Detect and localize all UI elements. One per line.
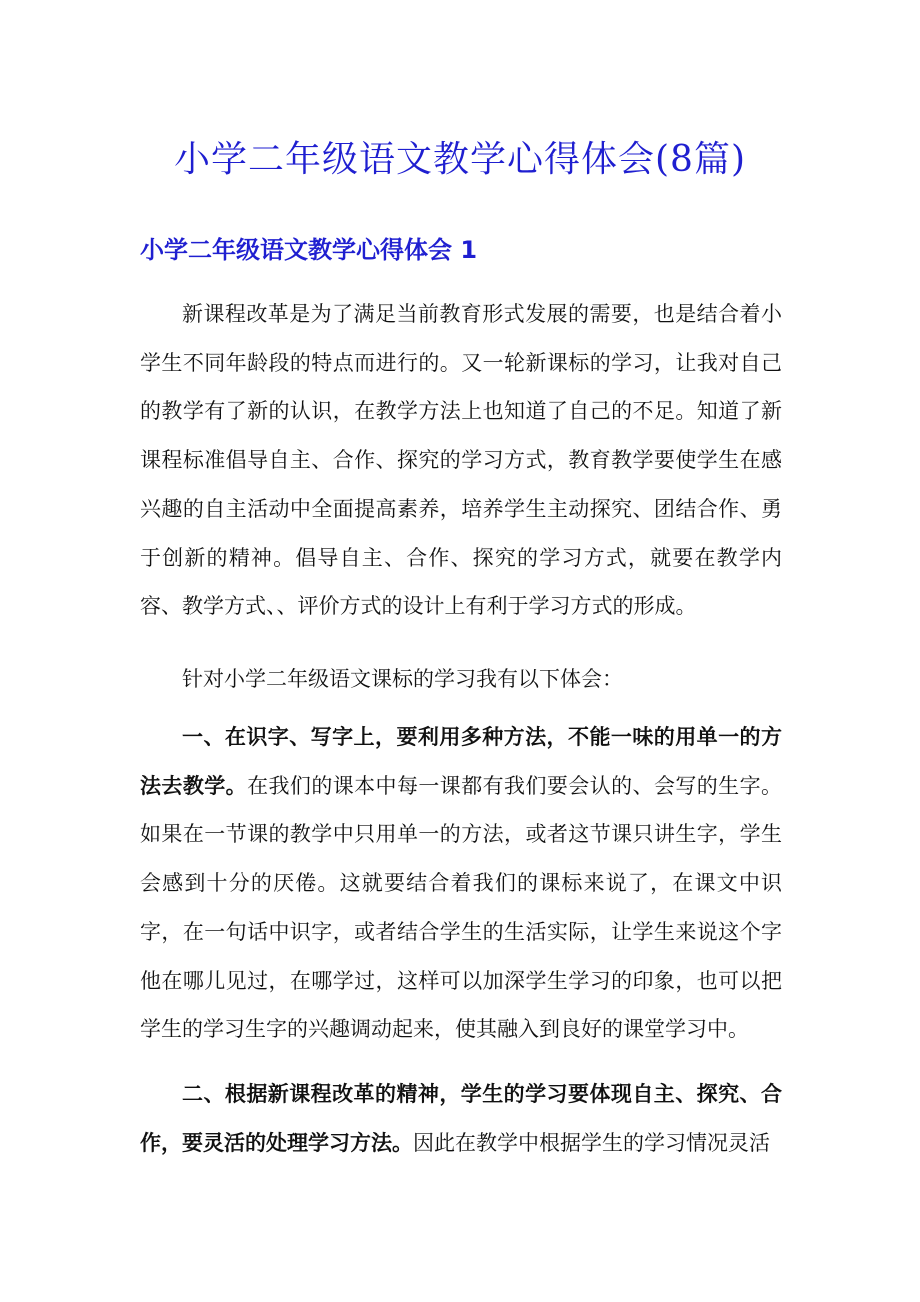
paragraph-summary-lead (140, 655, 782, 704)
paragraph-point-one (140, 713, 782, 1054)
section-heading: 小学二年级语文教学心得体会 1 (140, 236, 478, 264)
paragraph-point-two (140, 1070, 782, 1167)
point-two-text: 因此在教学中根据学生的学习情况灵活 (413, 1130, 770, 1155)
paragraph-intro-text: 新课程改革是为了满足当前教育形式发展的需要，也是结合着小学生不同年龄段的特点而进行的。又一轮新课标的学习，让我对自己的教学有了新的认识，在教学方法上也知道了自己的不足。知道了新课程标准倡导自主、合作、探究的学习方式，教育教学要使学生在感兴趣的自主活动中全面提高素养，培养学生主动探究、团结合作、勇于创新的精神。倡导自主、合作、探究的学习方式，就要在教学内容、教学方式、、评价方式的设计上有利于学习方式的形成。 (140, 302, 782, 619)
point-one-text: 在我们的课本中每一课都有我们要会认的、会写的生字。如果在一节课的教学中只用单一的方法，或者这节课只讲生字，学生会感到十分的厌倦。这就要结合着我们的课标来说了，在课文中识字，在一句话中识字，或者结合学生的生活实际，让学生来说这个字他在哪儿见过，在哪学过，这样可以加深学生学习的印象，也可以把学生的学习生字的兴趣调动起来，使其融入到良好的课堂学习中。 (140, 773, 783, 1042)
paragraph-summary-text: 针对小学二年级语文课标的学习我有以下体会： (182, 667, 623, 691)
point-two-heading: 二、根据新课程改革的精神，学生的学习要体现自主、探究、合作，要灵活的处理学习方法。 (140, 1082, 782, 1155)
paragraph-intro (140, 290, 782, 631)
point-one-heading: 一、在识字、写字上，要利用多种方法，不能一味的用单一的方法去教学。 (140, 725, 782, 798)
document-title: 小学二年级语文教学心得体会(8篇) (174, 139, 746, 180)
